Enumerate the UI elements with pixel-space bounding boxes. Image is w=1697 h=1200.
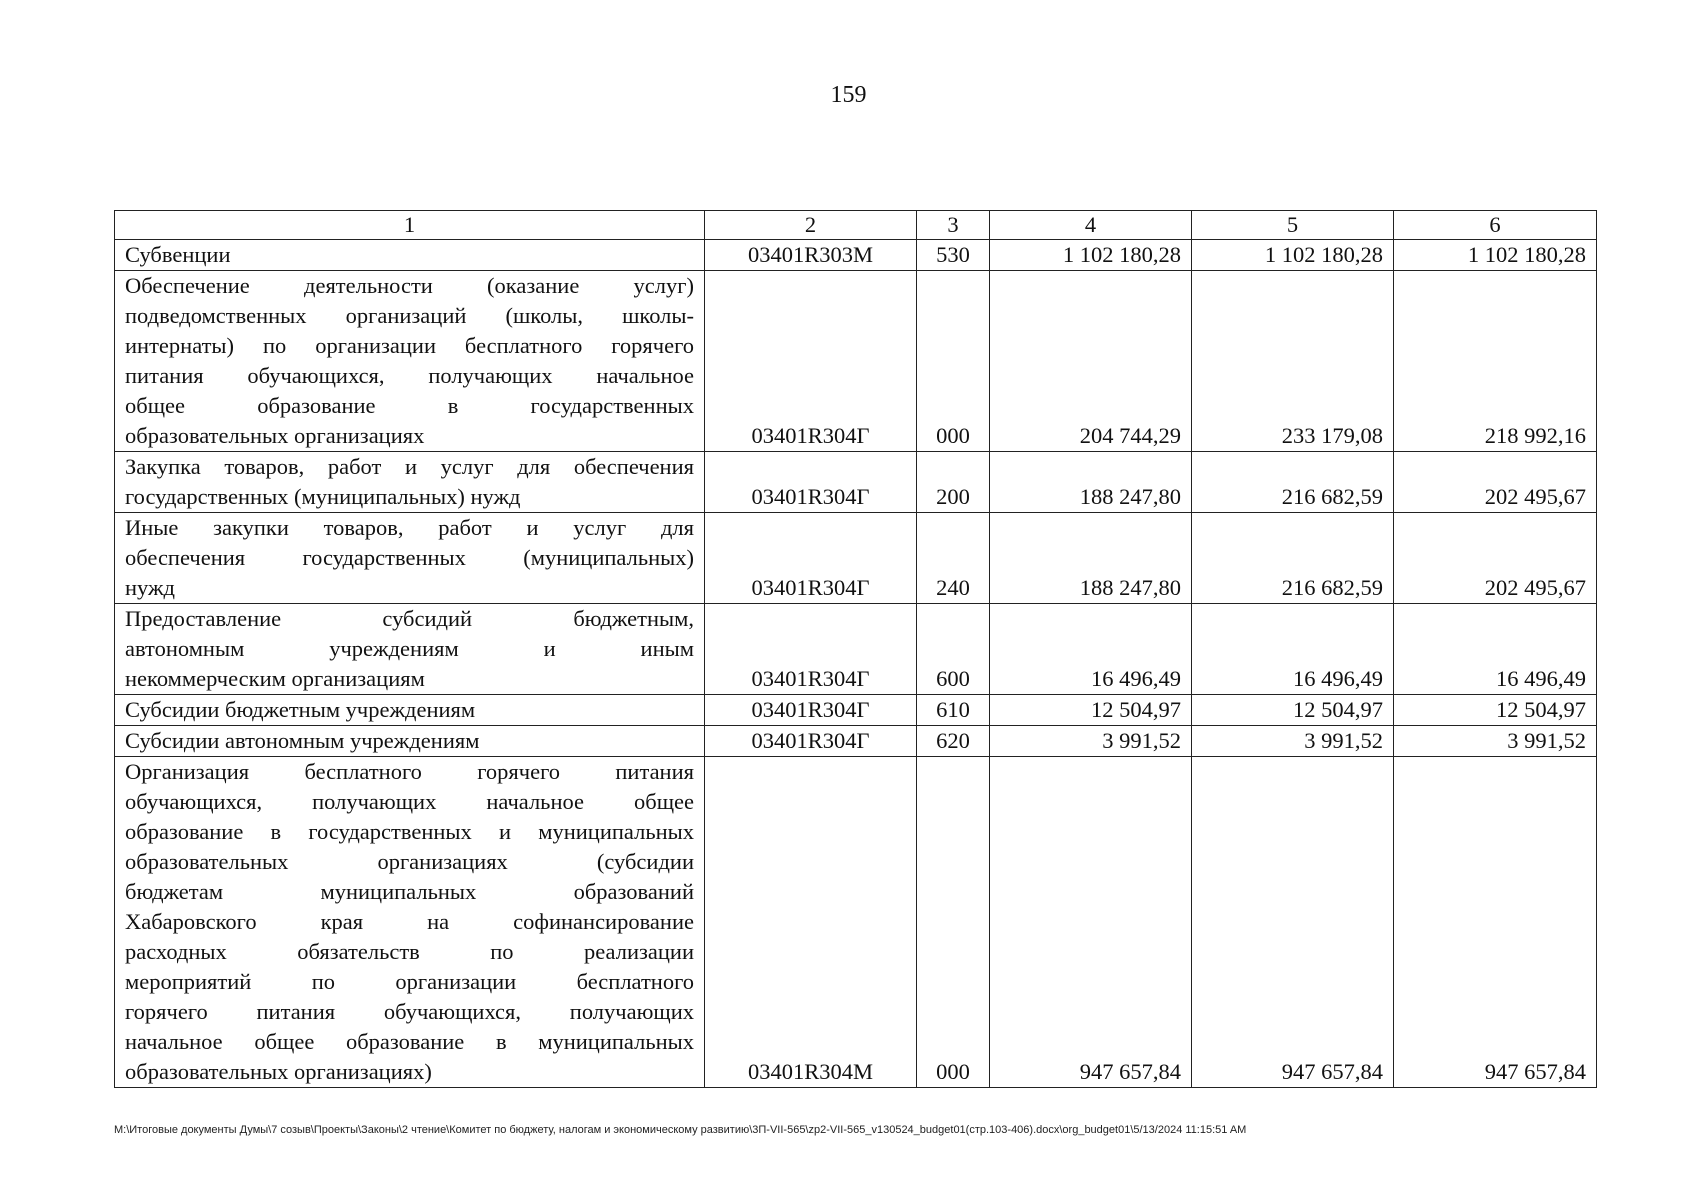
expense-name-line: образовательных организациях (субсидии xyxy=(125,849,694,874)
amount-col-4: 188 247,80 xyxy=(990,452,1192,513)
expense-name-line: образовательных организациях xyxy=(125,423,425,448)
expense-type-code: 000 xyxy=(917,757,990,1088)
expense-name-cell xyxy=(115,695,705,726)
amount-col-6: 1 102 180,28 xyxy=(1394,240,1597,271)
expense-name-line: Субвенции xyxy=(125,242,231,267)
expense-name-line: некоммерческим организациям xyxy=(125,666,425,691)
expense-type-code: 620 xyxy=(917,726,990,757)
amount-col-4: 188 247,80 xyxy=(990,513,1192,604)
expense-name-cell xyxy=(115,240,705,271)
amount-col-5: 216 682,59 xyxy=(1192,452,1394,513)
expense-name-line: горячего питания обучающихся, получающих xyxy=(125,999,694,1024)
target-article-code: 03401R304Г xyxy=(705,726,917,757)
expense-name-line: Организация бесплатного горячего питания xyxy=(125,759,694,784)
target-article-code: 03401R304Г xyxy=(705,513,917,604)
column-header-3: 3 xyxy=(917,211,990,240)
amount-col-6: 218 992,16 xyxy=(1394,271,1597,452)
expense-name-line: общее образование в государственных xyxy=(125,393,694,418)
table-header-row xyxy=(115,211,1597,240)
budget-table xyxy=(114,210,1597,1088)
table-row xyxy=(115,271,1597,452)
expense-name-line: Субсидии бюджетным учреждениям xyxy=(125,697,476,722)
amount-col-6: 16 496,49 xyxy=(1394,604,1597,695)
expense-name-line: образование в государственных и муниципальных xyxy=(125,819,694,844)
amount-col-5: 947 657,84 xyxy=(1192,757,1394,1088)
amount-col-5: 216 682,59 xyxy=(1192,513,1394,604)
expense-type-code: 000 xyxy=(917,271,990,452)
expense-name-line: Хабаровского края на софинансирование xyxy=(125,909,694,934)
expense-name-line: подведомственных организаций (школы, школы- xyxy=(125,303,694,328)
expense-name-line: начальное общее образование в муниципальных xyxy=(125,1029,694,1054)
expense-name-line: бюджетам муниципальных образований xyxy=(125,879,694,904)
table-row xyxy=(115,452,1597,513)
column-header-6: 6 xyxy=(1394,211,1597,240)
amount-col-4: 1 102 180,28 xyxy=(990,240,1192,271)
table-row xyxy=(115,695,1597,726)
table-row xyxy=(115,240,1597,271)
column-header-5: 5 xyxy=(1192,211,1394,240)
expense-name-cell xyxy=(115,604,705,695)
expense-name-line: мероприятий по организации бесплатного xyxy=(125,969,694,994)
column-header-2: 2 xyxy=(705,211,917,240)
column-header-1: 1 xyxy=(115,211,705,240)
expense-name-line: расходных обязательств по реализации xyxy=(125,939,694,964)
expense-name-line: питания обучающихся, получающих начальное xyxy=(125,363,694,388)
amount-col-5: 16 496,49 xyxy=(1192,604,1394,695)
expense-name-line: Закупка товаров, работ и услуг для обеспечения xyxy=(125,454,694,479)
expense-type-code: 600 xyxy=(917,604,990,695)
expense-name-line: автономным учреждениям и иным xyxy=(125,636,694,661)
target-article-code: 03401R303M xyxy=(705,240,917,271)
amount-col-4: 204 744,29 xyxy=(990,271,1192,452)
expense-name-cell xyxy=(115,513,705,604)
amount-col-4: 3 991,52 xyxy=(990,726,1192,757)
amount-col-5: 233 179,08 xyxy=(1192,271,1394,452)
target-article-code: 03401R304Г xyxy=(705,271,917,452)
amount-col-4: 947 657,84 xyxy=(990,757,1192,1088)
expense-name-cell xyxy=(115,757,705,1088)
expense-name-line: Иные закупки товаров, работ и услуг для xyxy=(125,515,694,540)
table-row xyxy=(115,757,1597,1088)
target-article-code: 03401R304M xyxy=(705,757,917,1088)
table-row xyxy=(115,604,1597,695)
amount-col-6: 12 504,97 xyxy=(1394,695,1597,726)
expense-name-line: Предоставление субсидий бюджетным, xyxy=(125,606,694,631)
amount-col-4: 12 504,97 xyxy=(990,695,1192,726)
expense-type-code: 200 xyxy=(917,452,990,513)
expense-type-code: 530 xyxy=(917,240,990,271)
amount-col-6: 202 495,67 xyxy=(1394,513,1597,604)
expense-name-cell xyxy=(115,452,705,513)
amount-col-4: 16 496,49 xyxy=(990,604,1192,695)
expense-name-line: Субсидии автономным учреждениям xyxy=(125,728,480,753)
target-article-code: 03401R304Г xyxy=(705,604,917,695)
expense-name-line: Обеспечение деятельности (оказание услуг) xyxy=(125,273,694,298)
amount-col-5: 3 991,52 xyxy=(1192,726,1394,757)
page-number: 159 xyxy=(830,82,867,108)
expense-name-line: обучающихся, получающих начальное общее xyxy=(125,789,694,814)
expense-name-line: государственных (муниципальных) нужд xyxy=(125,484,521,509)
table-row xyxy=(115,513,1597,604)
amount-col-6: 3 991,52 xyxy=(1394,726,1597,757)
amount-col-5: 1 102 180,28 xyxy=(1192,240,1394,271)
expense-name-cell xyxy=(115,726,705,757)
document-path-footer: M:\Итоговые документы Думы\7 созыв\Проекты\Законы\2 чтение\Комитет по бюджету, налогам и экономическому развитию\3П-VII-565\zp2-VII-565_v130524_budget01(стр.103-406).docx\org_budget01\5/13/2024 11:15:51 AM xyxy=(114,1124,1247,1136)
expense-name-line: обеспечения государственных (муниципальных) xyxy=(125,545,694,570)
expense-name-line: нужд xyxy=(125,575,175,600)
amount-col-6: 202 495,67 xyxy=(1394,452,1597,513)
expense-name-line: интернаты) по организации бесплатного горячего xyxy=(125,333,694,358)
column-header-4: 4 xyxy=(990,211,1192,240)
expense-name-cell xyxy=(115,271,705,452)
expense-name-line: образовательных организациях) xyxy=(125,1059,432,1084)
amount-col-6: 947 657,84 xyxy=(1394,757,1597,1088)
table-row xyxy=(115,726,1597,757)
target-article-code: 03401R304Г xyxy=(705,452,917,513)
expense-type-code: 240 xyxy=(917,513,990,604)
target-article-code: 03401R304Г xyxy=(705,695,917,726)
expense-type-code: 610 xyxy=(917,695,990,726)
amount-col-5: 12 504,97 xyxy=(1192,695,1394,726)
